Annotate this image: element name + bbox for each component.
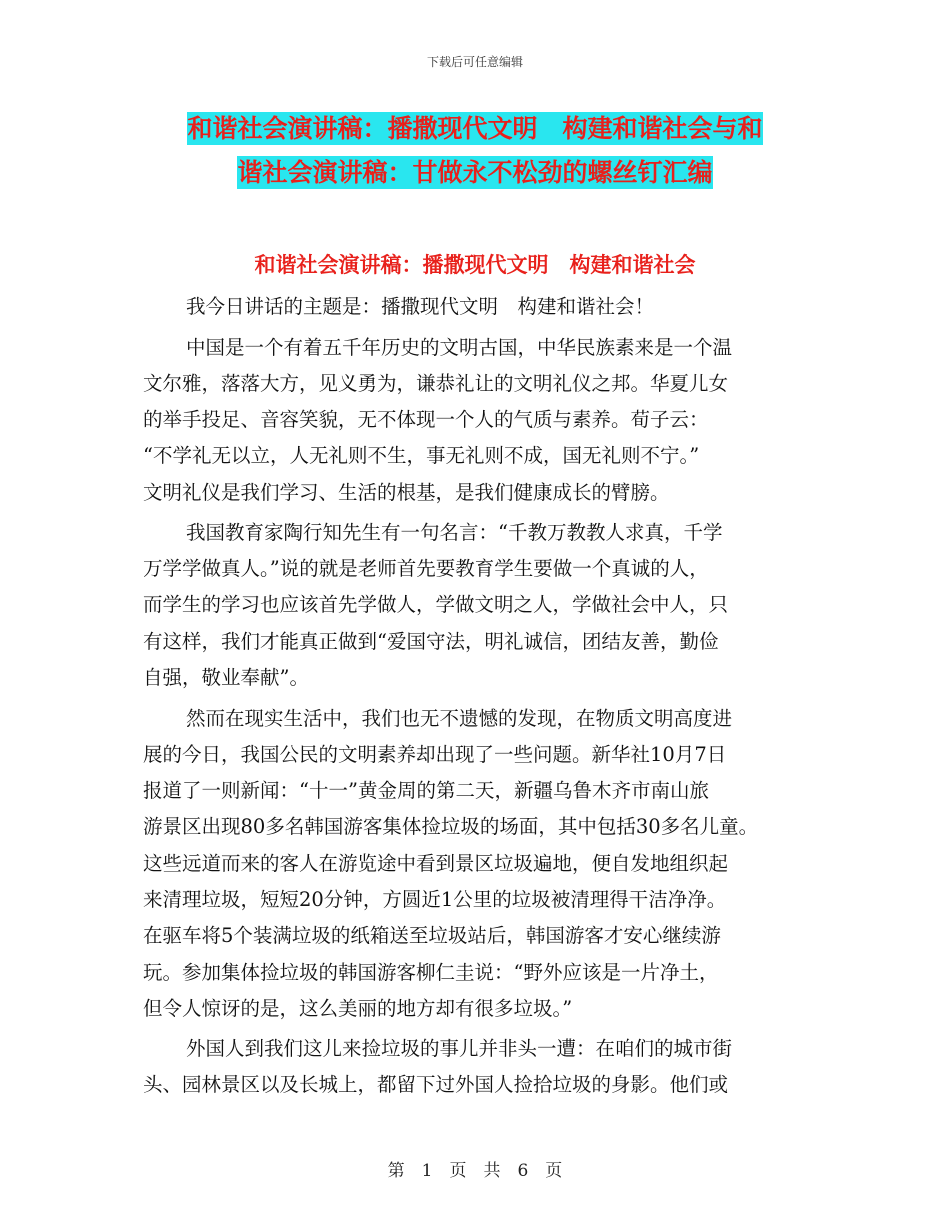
paragraph-line: 万学学做真人。”说的就是老师首先要教育学生要做一个真诚的人， — [143, 557, 709, 580]
paragraph-line: 这些远道而来的客人在游览途中看到景区垃圾遍地，便自发地组织起 — [143, 852, 729, 875]
paragraph-line: 外国人到我们这儿来捡垃圾的事儿并非头一遭：在咱们的城市街 — [186, 1037, 733, 1060]
paragraph-line: 文明礼仪是我们学习、生活的根基，是我们健康成长的臂膀。 — [143, 481, 670, 504]
paragraph-line: 而学生的学习也应该首先学做人，学做文明之人，学做社会中人，只 — [143, 593, 729, 616]
paragraph-line: 中国是一个有着五千年历史的文明古国，中华民族素来是一个温 — [186, 336, 733, 359]
paragraph-line: 的举手投足、音容笑貌，无不体现一个人的气质与素养。荀子云： — [143, 408, 709, 431]
paragraph-line: 在驱车将5个装满垃圾的纸箱送至垃圾站后，韩国游客才安心继续游 — [143, 924, 721, 947]
paragraph-line: 然而在现实生活中，我们也无不遗憾的发现，在物质文明高度进 — [186, 707, 733, 730]
document-title-text-1: 和谐社会演讲稿：播撒现代文明 构建和谐社会与和 — [187, 114, 763, 143]
page-footer: 第 1 页 共 6 页 — [387, 1161, 563, 1181]
paragraph-line: 文尔雅，落落大方，见义勇为，谦恭礼让的文明礼仪之邦。华夏儿女 — [143, 372, 729, 395]
document-title-line-2 — [0, 157, 950, 189]
paragraph-line: 但令人惊讶的是，这么美丽的地方却有很多垃圾。” — [143, 997, 573, 1020]
paragraph-line: 报道了一则新闻：“十一”黄金周的第二天，新疆乌鲁木齐市南山旅 — [143, 779, 709, 802]
paragraph-line: 展的今日，我国公民的文明素养却出现了一些问题。新华社10月7日 — [143, 743, 727, 766]
paragraph-line: 头、园林景区以及长城上，都留下过外国人捡拾垃圾的身影。他们或 — [143, 1073, 729, 1096]
paragraph-line: 来清理垃圾，短短20分钟，方圆近1公里的垃圾被清理得干洁净净。 — [143, 888, 727, 911]
paragraph-line: 玩。参加集体捡垃圾的韩国游客柳仁圭说：“野外应该是一片净土， — [143, 961, 719, 984]
paragraph-line: “不学礼无以立，人无礼则不生，事无礼则不成，国无礼则不宁。” — [143, 444, 700, 467]
document-title-text-2: 谐社会演讲稿：甘做永不松劲的螺丝钉汇编 — [237, 158, 713, 187]
section-title: 和谐社会演讲稿：播撒现代文明 构建和谐社会 — [254, 253, 696, 277]
paragraph-line: 有这样，我们才能真正做到“爱国守法，明礼诚信，团结友善，勤俭 — [143, 630, 719, 653]
document-title-line-1 — [0, 113, 950, 145]
paragraph-line: 自强，敬业奉献”。 — [143, 666, 309, 689]
header-note: 下载后可任意编辑 — [426, 55, 523, 69]
paragraph-line: 我今日讲话的主题是：播撒现代文明 构建和谐社会！ — [186, 295, 655, 318]
paragraph-line: 我国教育家陶行知先生有一句名言：“千教万教教人求真，千学 — [186, 521, 723, 544]
paragraph-line: 游景区出现80多名韩国游客集体捡垃圾的场面，其中包括30多名儿童。 — [143, 815, 759, 838]
